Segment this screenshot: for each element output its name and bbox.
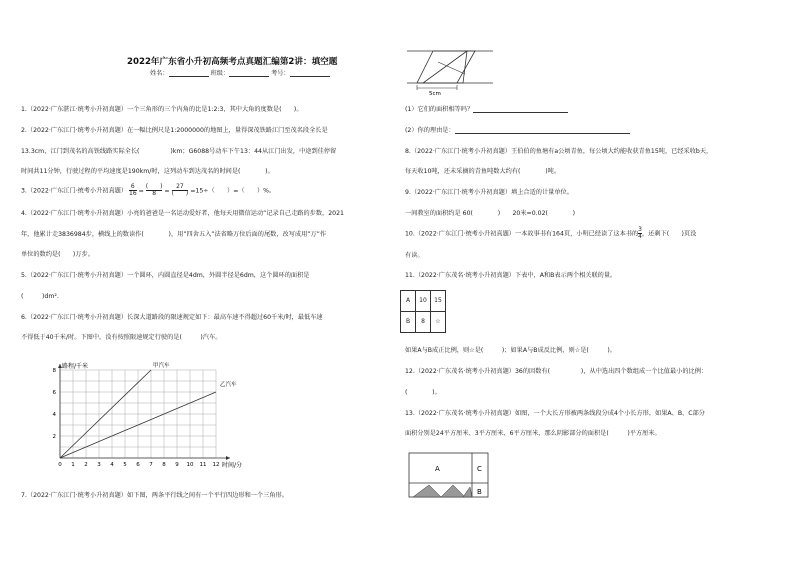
question-5-line-2: ( )dm². <box>21 293 59 300</box>
x-tick-label: 1 <box>71 462 75 468</box>
distance-time-chart <box>30 358 260 478</box>
chart-grid <box>60 370 216 458</box>
fraction-numerator: 27 <box>176 183 184 190</box>
x-tick-label: 2 <box>84 462 88 468</box>
region-c-label: C <box>477 465 482 473</box>
series-label: 乙汽车 <box>220 382 237 388</box>
question-2-line-3: 时间共11分钟，行驶过程的平均速度是190km/时，这列动车到达茂名的时间是( )。 <box>21 168 274 175</box>
fraction-numerator: 6 <box>130 183 135 190</box>
fraction-blank-input[interactable]: ( ) <box>171 190 189 197</box>
question-7-sub-2 <box>405 127 630 134</box>
question-2-line-2: 13.3cm，江门到茂名的高铁线路实际全长( )km；G6088号动车下午13：44从江门出发，中途到佳停留 <box>21 148 337 155</box>
class-label: 班级： <box>210 70 230 77</box>
class-field[interactable] <box>229 70 269 77</box>
question-10-line-1 <box>405 227 696 240</box>
y-tick-label: 8 <box>52 368 56 374</box>
parallelogram-triangle-figure <box>405 46 500 96</box>
question-8-line-2: 每天收10吨，还未采摘的青鱼吨数大约有( )吨。 <box>405 168 561 175</box>
x-tick-label: 10 <box>186 462 194 468</box>
a-b-table <box>400 290 446 333</box>
x-tick-label: 9 <box>175 462 179 468</box>
question-6-line-1: 6.（2022·广东江门·统考小升初真题）长深大道路段的限速规定如下：最高车速不得超过60千米/时，最低车速 <box>21 314 323 321</box>
x-tick-label: 3 <box>97 462 101 468</box>
x-tick-label: 12 <box>212 462 220 468</box>
question-4-line-2: 年，他累计走3836984步，横线上的数读作( )，用”四舍五入”法省略万位后面的尾数，改写成用”万”作 <box>21 231 327 238</box>
sub-question-text: (1）它们的面积相等吗？ <box>405 106 474 113</box>
table-cell: B <box>401 312 416 333</box>
question-10-line-2: 有读。 <box>405 252 424 259</box>
x-tick-label: 6 <box>136 462 140 468</box>
fraction-blank-8 <box>146 184 163 197</box>
question-13-line-1: 13.（2022·广东茂名·统考小升初真题）如图，一个大长方形被两条线段分成4个小长方形，如果A、B、C部分 <box>405 410 705 417</box>
shaded-triangle-2 <box>441 485 465 497</box>
x-axis-label: 时间/分 <box>222 462 243 469</box>
question-9-line-2: 一间教室的面积约是 60( ) 20米=0.02( ) <box>405 210 576 217</box>
question-11-line-2: 如果A与B成正比例，则☆是( )；如果A与B成反比例，则☆是( )。 <box>405 347 616 354</box>
question-12-line-1: 12.（2022·广东茂名·统考小升初真题）36的因数有( )，从中选出四个数组成一个比值最小的比例： <box>405 368 708 375</box>
x-tick-label: 4 <box>110 462 114 468</box>
question-3-label: 3.（2022·广东江门·统考小升初真题） <box>21 187 128 195</box>
question-12-line-2: ( )。 <box>405 389 441 396</box>
name-field[interactable] <box>169 70 209 77</box>
y-tick-label: 4 <box>52 412 56 418</box>
y-axis-label: 路程/千米 <box>62 363 89 370</box>
name-label: 姓名： <box>150 70 169 77</box>
triangle-shape <box>423 51 467 83</box>
table-cell: ☆ <box>431 312 446 333</box>
shaded-triangle-1 <box>413 485 441 497</box>
fraction-blank-input[interactable]: ( ) <box>145 183 163 190</box>
inner-line <box>438 62 465 74</box>
question-7-sub-1 <box>405 106 568 113</box>
question-10-tail: ，还剩下( )页没 <box>641 230 697 238</box>
dimension-label: 5cm <box>429 91 441 96</box>
fraction-denominator: 4 <box>638 233 642 240</box>
question-13-line-2: 面积分别是24平方厘米、3平方厘米、6平方厘米，那么阴影部分的面积是( )平方厘米。 <box>405 430 661 437</box>
x-tick-label: 8 <box>162 462 166 468</box>
fraction-denominator: 8 <box>146 190 163 197</box>
id-label: 考号： <box>271 70 290 77</box>
question-3-tail: =15÷（ ）=（ ）%。 <box>190 187 276 195</box>
x-tick-label: 5 <box>123 462 127 468</box>
table-cell: 15 <box>431 291 446 312</box>
rectangle-area-figure <box>407 451 492 499</box>
fraction-denominator: 16 <box>129 190 137 197</box>
id-field[interactable] <box>290 70 330 77</box>
shaded-triangle-3 <box>463 487 472 497</box>
question-2-line-1: 2.（2022·广东江门·统考小升初真题）在一幅比例尺是1:2000000的地图上，量得深茂铁路江门至茂名段全长是 <box>21 127 328 134</box>
answer-line[interactable] <box>455 127 630 134</box>
chart-axes <box>58 364 230 460</box>
chart-ticks <box>53 368 220 468</box>
y-tick-label: 6 <box>52 390 56 396</box>
fraction-numerator: 3 <box>638 226 642 233</box>
series-label: 甲汽车 <box>153 363 170 369</box>
y-tick-label: 2 <box>52 434 56 440</box>
sub-question-text: (2）你的理由是： <box>405 127 455 134</box>
page-title: 2022年广东省小升初高频考点真题汇编第2讲：填空题 <box>127 57 338 67</box>
chart-lines <box>60 361 237 458</box>
fraction-27-blank <box>172 184 189 197</box>
fraction-6-16 <box>129 184 137 197</box>
question-10-text: 10.（2022·广东江门·统考小升初真题）一本故事书有164页，小明已经读了这本书的 <box>405 230 639 238</box>
x-tick-label: 0 <box>58 462 62 468</box>
student-info-line <box>150 70 330 77</box>
x-axis-arrow <box>226 456 230 460</box>
table-row <box>401 291 446 312</box>
table-cell: 10 <box>416 291 431 312</box>
question-3: 3.（2022·广东江门·统考小升初真题） $\frac{6}{16}$ = $\frac{( )}{8}$ = $\frac{27}{( )}$ =15÷（ ）=（ ）%。 <box>21 183 276 197</box>
question-4-line-3: 单位的数约是( )万步。 <box>21 251 94 258</box>
question-9-line-1: 9.（2022·广东江门·统考小升初真题）填上合适的计量单位。 <box>405 189 573 196</box>
question-4-line-1: 4.（2022·广东江门·统考小升初真题）小亮的爸爸是一名运动爱好者，他每天用微信运动”记录自己走路的步数，2021 <box>21 210 344 217</box>
x-tick-label: 7 <box>149 462 153 468</box>
question-5-line-1: 5.（2022·广东江门·统考小升初真题）一个圆环，内圆直径是4dm，外圆半径是6dm，这个圆环的面积是 <box>21 272 310 279</box>
question-11: 11.（2022·广东茂名·统考小升初真题）下表中，A和B表示两个相关联的量。 <box>405 272 617 279</box>
region-b-label: B <box>477 488 482 496</box>
table-cell: 8 <box>416 312 431 333</box>
question-1: 1.（2022·广东湛江·统考小升初真题）一个三角形的三个内角的比是1:2:3，其中大角的度数是( )。 <box>21 106 303 113</box>
region-a-label: A <box>435 465 440 473</box>
question-6-line-2: 不得低于40千米/时。下图中，没有按照限速规定行驶的是( )汽车。 <box>21 334 222 341</box>
question-7: 7.（2022·广东江门·统考小升初真题）如下图，两条平行线之间有一个平行四边形和一个三角形。 <box>21 492 288 499</box>
question-8-line-1: 8.（2022·广东江门·统考小升初真题）王伯伯的鱼塘有a公顷青鱼，每公顷大约能收获青鱼15吨，已经采收b天， <box>405 148 713 155</box>
table-row <box>401 312 446 333</box>
answer-line[interactable] <box>473 106 568 113</box>
table-cell: A <box>401 291 416 312</box>
x-tick-label: 11 <box>199 462 207 468</box>
